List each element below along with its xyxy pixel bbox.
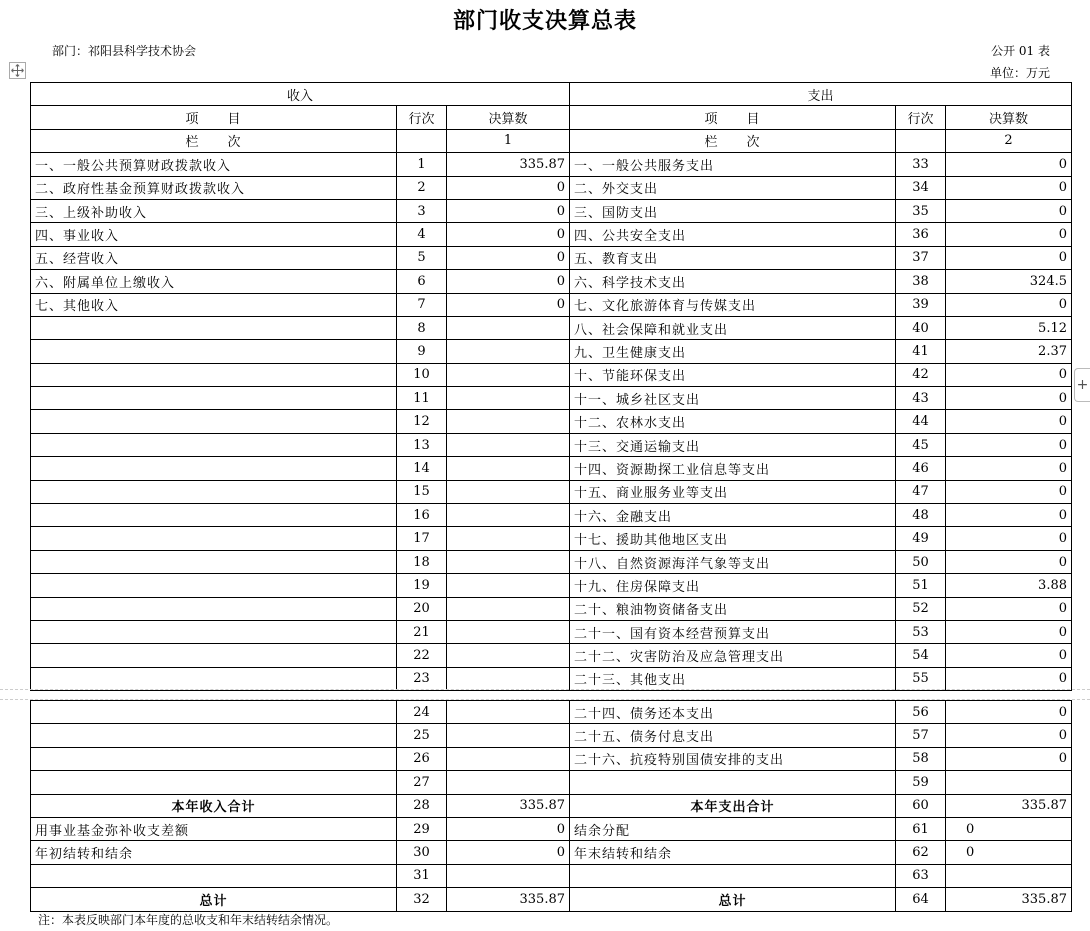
expense-row-number: 33 xyxy=(896,153,946,176)
expense-row-number: 44 xyxy=(896,410,946,433)
income-amount-cell xyxy=(447,644,570,667)
expense-item-cell: 一、一般公共服务支出 xyxy=(570,153,896,176)
expense-item-cell: 十六、金融支出 xyxy=(570,504,896,527)
table-row xyxy=(31,387,1072,410)
income-item-cell xyxy=(31,457,397,480)
expense-amount-cell: 0 xyxy=(946,620,1072,643)
income-item-cell: 总计 xyxy=(31,888,397,911)
page-break xyxy=(0,689,1090,700)
income-item-header: 项 目 xyxy=(31,106,397,129)
income-item-cell xyxy=(31,620,397,643)
expense-amount-cell xyxy=(946,864,1072,887)
expense-row-number: 40 xyxy=(896,316,946,339)
expense-amount-cell: 0 xyxy=(946,527,1072,550)
table-row xyxy=(31,504,1072,527)
income-amount-cell: 0 xyxy=(447,223,570,246)
summary-table-top xyxy=(30,82,1072,691)
expense-amount-cell: 0 xyxy=(946,550,1072,573)
expense-row-number: 39 xyxy=(896,293,946,316)
income-item-cell xyxy=(31,410,397,433)
income-item-cell: 三、上级补助收入 xyxy=(31,199,397,222)
expense-row-number: 59 xyxy=(896,771,946,794)
income-row-number: 7 xyxy=(397,293,447,316)
income-amount-cell: 0 xyxy=(447,199,570,222)
expense-item-cell: 年末结转和结余 xyxy=(570,841,896,864)
expense-amount-cell xyxy=(946,771,1072,794)
table-row xyxy=(31,841,1072,864)
expense-row-number: 56 xyxy=(896,701,946,724)
income-amount-cell: 335.87 xyxy=(447,794,570,817)
income-amount-cell xyxy=(447,340,570,363)
expense-item-cell: 二、外交支出 xyxy=(570,176,896,199)
expense-row-number: 63 xyxy=(896,864,946,887)
expense-amount-header: 决算数 xyxy=(946,106,1072,129)
expense-item-cell: 十四、资源勘探工业信息等支出 xyxy=(570,457,896,480)
income-item-cell: 一、一般公共预算财政拨款收入 xyxy=(31,153,397,176)
expense-row-number: 42 xyxy=(896,363,946,386)
expense-item-cell: 五、教育支出 xyxy=(570,246,896,269)
expense-item-cell: 四、公共安全支出 xyxy=(570,223,896,246)
income-row-number: 15 xyxy=(397,480,447,503)
table-row xyxy=(31,620,1072,643)
income-item-cell xyxy=(31,316,397,339)
table-row xyxy=(31,527,1072,550)
table-row xyxy=(31,176,1072,199)
income-amount-header: 决算数 xyxy=(447,106,570,129)
expense-amount-cell: 0 xyxy=(946,223,1072,246)
expense-amount-cell: 0 xyxy=(946,724,1072,747)
income-item-cell xyxy=(31,864,397,887)
income-row-number: 8 xyxy=(397,316,447,339)
income-column-label: 栏 次 xyxy=(31,129,397,152)
table-row xyxy=(31,724,1072,747)
expense-amount-cell: 3.88 xyxy=(946,574,1072,597)
expense-item-cell: 二十二、灾害防治及应急管理支出 xyxy=(570,644,896,667)
table-row xyxy=(31,574,1072,597)
expense-row-number: 41 xyxy=(896,340,946,363)
table-row xyxy=(31,597,1072,620)
expense-column-label: 栏 次 xyxy=(570,129,896,152)
income-row-number: 11 xyxy=(397,387,447,410)
income-amount-cell: 0 xyxy=(447,246,570,269)
income-item-cell xyxy=(31,574,397,597)
income-amount-cell: 0 xyxy=(447,293,570,316)
income-amount-cell xyxy=(447,527,570,550)
expense-item-header: 项 目 xyxy=(570,106,896,129)
income-item-cell xyxy=(31,597,397,620)
expense-item-cell xyxy=(570,771,896,794)
expense-amount-cell: 0 xyxy=(946,457,1072,480)
expense-item-cell: 十一、城乡社区支出 xyxy=(570,387,896,410)
income-item-cell xyxy=(31,504,397,527)
income-row-number: 21 xyxy=(397,620,447,643)
expense-amount-cell: 0 xyxy=(946,504,1072,527)
income-row-number: 9 xyxy=(397,340,447,363)
income-amount-cell xyxy=(447,667,570,690)
expense-item-cell: 总计 xyxy=(570,888,896,911)
table-row xyxy=(31,667,1072,690)
income-amount-cell xyxy=(447,550,570,573)
table-row xyxy=(31,316,1072,339)
expense-header: 支出 xyxy=(570,83,1072,106)
expense-item-cell: 八、社会保障和就业支出 xyxy=(570,316,896,339)
department-label: 部门：祁阳县科学技术协会 xyxy=(52,44,197,58)
income-item-cell: 二、政府性基金预算财政拨款收入 xyxy=(31,176,397,199)
expense-amount-cell: 0 xyxy=(946,667,1072,690)
income-amount-cell xyxy=(447,316,570,339)
expense-row-number: 38 xyxy=(896,270,946,293)
expense-row-number: 58 xyxy=(896,747,946,770)
income-amount-cell xyxy=(447,620,570,643)
expense-amount-cell: 0 xyxy=(946,701,1072,724)
expense-amount-cell: 0 xyxy=(946,176,1072,199)
income-row-number: 31 xyxy=(397,864,447,887)
expense-row-number: 34 xyxy=(896,176,946,199)
header-row-column-index xyxy=(31,129,1072,152)
table-row xyxy=(31,246,1072,269)
income-item-cell xyxy=(31,644,397,667)
income-row-number: 32 xyxy=(397,888,447,911)
expense-column-index: 2 xyxy=(946,129,1072,152)
expense-amount-cell: 0 xyxy=(946,747,1072,770)
income-row-number: 23 xyxy=(397,667,447,690)
expense-column-row-cell xyxy=(896,129,946,152)
summary-table-bottom xyxy=(30,700,1072,912)
expense-amount-cell: 335.87 xyxy=(946,888,1072,911)
expense-item-cell: 十、节能环保支出 xyxy=(570,363,896,386)
expense-row-number: 35 xyxy=(896,199,946,222)
expense-amount-cell: 0 xyxy=(946,597,1072,620)
footnote: 注：本表反映部门本年度的总收支和年末结转结余情况。 xyxy=(38,913,339,927)
table-row xyxy=(31,457,1072,480)
table-row xyxy=(31,270,1072,293)
income-row-number: 13 xyxy=(397,433,447,456)
expense-row-number: 48 xyxy=(896,504,946,527)
income-amount-cell xyxy=(447,724,570,747)
expense-row-number: 52 xyxy=(896,597,946,620)
expense-amount-cell: 324.5 xyxy=(946,270,1072,293)
income-item-cell xyxy=(31,724,397,747)
income-row-number: 18 xyxy=(397,550,447,573)
unit-label: 单位：万元 xyxy=(989,66,1050,80)
expense-row-number: 46 xyxy=(896,457,946,480)
income-item-cell xyxy=(31,480,397,503)
income-amount-cell xyxy=(447,504,570,527)
table-row xyxy=(31,433,1072,456)
expense-item-cell: 十三、交通运输支出 xyxy=(570,433,896,456)
income-item-cell: 本年收入合计 xyxy=(31,794,397,817)
expense-item-cell xyxy=(570,864,896,887)
income-row-number: 6 xyxy=(397,270,447,293)
income-row-number: 5 xyxy=(397,246,447,269)
income-item-cell xyxy=(31,387,397,410)
income-amount-cell xyxy=(447,457,570,480)
income-item-cell xyxy=(31,667,397,690)
income-item-cell: 用事业基金弥补收支差额 xyxy=(31,817,397,840)
expense-amount-cell: 0 xyxy=(946,363,1072,386)
expense-row-number: 64 xyxy=(896,888,946,911)
expense-row-number: 55 xyxy=(896,667,946,690)
expense-row-number: 62 xyxy=(896,841,946,864)
table-row xyxy=(31,340,1072,363)
table-row xyxy=(31,410,1072,433)
income-amount-cell: 0 xyxy=(447,270,570,293)
income-row-number: 10 xyxy=(397,363,447,386)
income-row-number: 22 xyxy=(397,644,447,667)
expense-item-cell: 十五、商业服务业等支出 xyxy=(570,480,896,503)
income-amount-cell xyxy=(447,597,570,620)
income-item-cell xyxy=(31,363,397,386)
expense-row-header: 行次 xyxy=(896,106,946,129)
income-row-number: 12 xyxy=(397,410,447,433)
income-column-row-cell xyxy=(397,129,447,152)
income-row-number: 19 xyxy=(397,574,447,597)
table-row xyxy=(31,794,1072,817)
expense-amount-cell: 0 xyxy=(946,387,1072,410)
expense-item-cell: 九、卫生健康支出 xyxy=(570,340,896,363)
table-row xyxy=(31,747,1072,770)
table-row xyxy=(31,480,1072,503)
income-row-number: 24 xyxy=(397,701,447,724)
expense-item-cell: 二十六、抗疫特别国债安排的支出 xyxy=(570,747,896,770)
income-amount-cell: 335.87 xyxy=(447,153,570,176)
income-item-cell xyxy=(31,771,397,794)
expense-row-number: 61 xyxy=(896,817,946,840)
table-row xyxy=(31,199,1072,222)
expense-item-cell: 十二、农林水支出 xyxy=(570,410,896,433)
expense-item-cell: 二十四、债务还本支出 xyxy=(570,701,896,724)
income-amount-cell xyxy=(447,363,570,386)
expense-item-cell: 十九、住房保障支出 xyxy=(570,574,896,597)
income-row-number: 17 xyxy=(397,527,447,550)
income-amount-cell xyxy=(447,410,570,433)
expense-row-number: 45 xyxy=(896,433,946,456)
income-row-number: 14 xyxy=(397,457,447,480)
expense-amount-cell: 0 xyxy=(946,199,1072,222)
table-row xyxy=(31,293,1072,316)
expense-item-cell: 二十一、国有资本经营预算支出 xyxy=(570,620,896,643)
expense-row-number: 37 xyxy=(896,246,946,269)
header-row-columns xyxy=(31,106,1072,129)
income-item-cell xyxy=(31,433,397,456)
table-row xyxy=(31,153,1072,176)
income-amount-cell: 0 xyxy=(447,176,570,199)
expense-item-cell: 十七、援助其他地区支出 xyxy=(570,527,896,550)
income-amount-cell xyxy=(447,574,570,597)
expense-amount-cell: 0 xyxy=(946,433,1072,456)
expense-amount-cell: 5.12 xyxy=(946,316,1072,339)
income-row-number: 16 xyxy=(397,504,447,527)
table-row xyxy=(31,701,1072,724)
income-item-cell xyxy=(31,701,397,724)
income-row-number: 4 xyxy=(397,223,447,246)
income-row-number: 26 xyxy=(397,747,447,770)
expense-item-cell: 六、科学技术支出 xyxy=(570,270,896,293)
table-row xyxy=(31,644,1072,667)
expense-row-number: 57 xyxy=(896,724,946,747)
income-item-cell xyxy=(31,550,397,573)
expense-item-cell: 十八、自然资源海洋气象等支出 xyxy=(570,550,896,573)
expense-row-number: 43 xyxy=(896,387,946,410)
table-row xyxy=(31,888,1072,911)
expense-item-cell: 二十三、其他支出 xyxy=(570,667,896,690)
income-row-number: 2 xyxy=(397,176,447,199)
expense-row-number: 50 xyxy=(896,550,946,573)
header-row-section xyxy=(31,83,1072,106)
income-header: 收入 xyxy=(31,83,570,106)
income-amount-cell xyxy=(447,701,570,724)
income-item-cell: 五、经营收入 xyxy=(31,246,397,269)
table-row xyxy=(31,223,1072,246)
income-item-cell xyxy=(31,527,397,550)
income-row-number: 20 xyxy=(397,597,447,620)
add-row-icon[interactable]: + xyxy=(1074,368,1090,402)
income-amount-cell xyxy=(447,864,570,887)
expense-amount-cell: 0 xyxy=(946,841,1072,864)
expense-item-cell: 结余分配 xyxy=(570,817,896,840)
expense-amount-cell: 0 xyxy=(946,293,1072,316)
income-amount-cell xyxy=(447,387,570,410)
income-item-cell: 六、附属单位上缴收入 xyxy=(31,270,397,293)
expense-item-cell: 二十、粮油物资储备支出 xyxy=(570,597,896,620)
income-row-header: 行次 xyxy=(397,106,447,129)
expense-item-cell: 三、国防支出 xyxy=(570,199,896,222)
income-item-cell: 四、事业收入 xyxy=(31,223,397,246)
income-amount-cell xyxy=(447,771,570,794)
expense-row-number: 36 xyxy=(896,223,946,246)
expense-row-number: 51 xyxy=(896,574,946,597)
income-row-number: 30 xyxy=(397,841,447,864)
expense-row-number: 53 xyxy=(896,620,946,643)
income-amount-cell xyxy=(447,433,570,456)
income-amount-cell: 0 xyxy=(447,817,570,840)
move-handle-icon[interactable] xyxy=(9,62,26,79)
income-item-cell xyxy=(31,340,397,363)
income-row-number: 28 xyxy=(397,794,447,817)
income-amount-cell: 0 xyxy=(447,841,570,864)
income-row-number: 3 xyxy=(397,199,447,222)
expense-amount-cell: 2.37 xyxy=(946,340,1072,363)
income-item-cell xyxy=(31,747,397,770)
table-row xyxy=(31,363,1072,386)
page-title: 部门收支决算总表 xyxy=(452,9,637,34)
income-item-cell: 七、其他收入 xyxy=(31,293,397,316)
expense-amount-cell: 0 xyxy=(946,644,1072,667)
income-row-number: 25 xyxy=(397,724,447,747)
expense-amount-cell: 0 xyxy=(946,480,1072,503)
income-item-cell: 年初结转和结余 xyxy=(31,841,397,864)
table-row xyxy=(31,864,1072,887)
table-row xyxy=(31,771,1072,794)
expense-amount-cell: 0 xyxy=(946,817,1072,840)
form-number: 公开 01 表 xyxy=(991,44,1050,58)
income-column-index: 1 xyxy=(447,129,570,152)
move-arrows-icon xyxy=(11,64,24,77)
expense-row-number: 60 xyxy=(896,794,946,817)
expense-amount-cell: 335.87 xyxy=(946,794,1072,817)
table-row xyxy=(31,550,1072,573)
income-amount-cell xyxy=(447,747,570,770)
expense-item-cell: 二十五、债务付息支出 xyxy=(570,724,896,747)
income-row-number: 29 xyxy=(397,817,447,840)
expense-amount-cell: 0 xyxy=(946,246,1072,269)
expense-row-number: 54 xyxy=(896,644,946,667)
income-row-number: 27 xyxy=(397,771,447,794)
income-amount-cell xyxy=(447,480,570,503)
expense-item-cell: 本年支出合计 xyxy=(570,794,896,817)
income-row-number: 1 xyxy=(397,153,447,176)
table-row xyxy=(31,817,1072,840)
expense-row-number: 47 xyxy=(896,480,946,503)
expense-amount-cell: 0 xyxy=(946,153,1072,176)
expense-item-cell: 七、文化旅游体育与传媒支出 xyxy=(570,293,896,316)
income-amount-cell: 335.87 xyxy=(447,888,570,911)
expense-row-number: 49 xyxy=(896,527,946,550)
expense-amount-cell: 0 xyxy=(946,410,1072,433)
